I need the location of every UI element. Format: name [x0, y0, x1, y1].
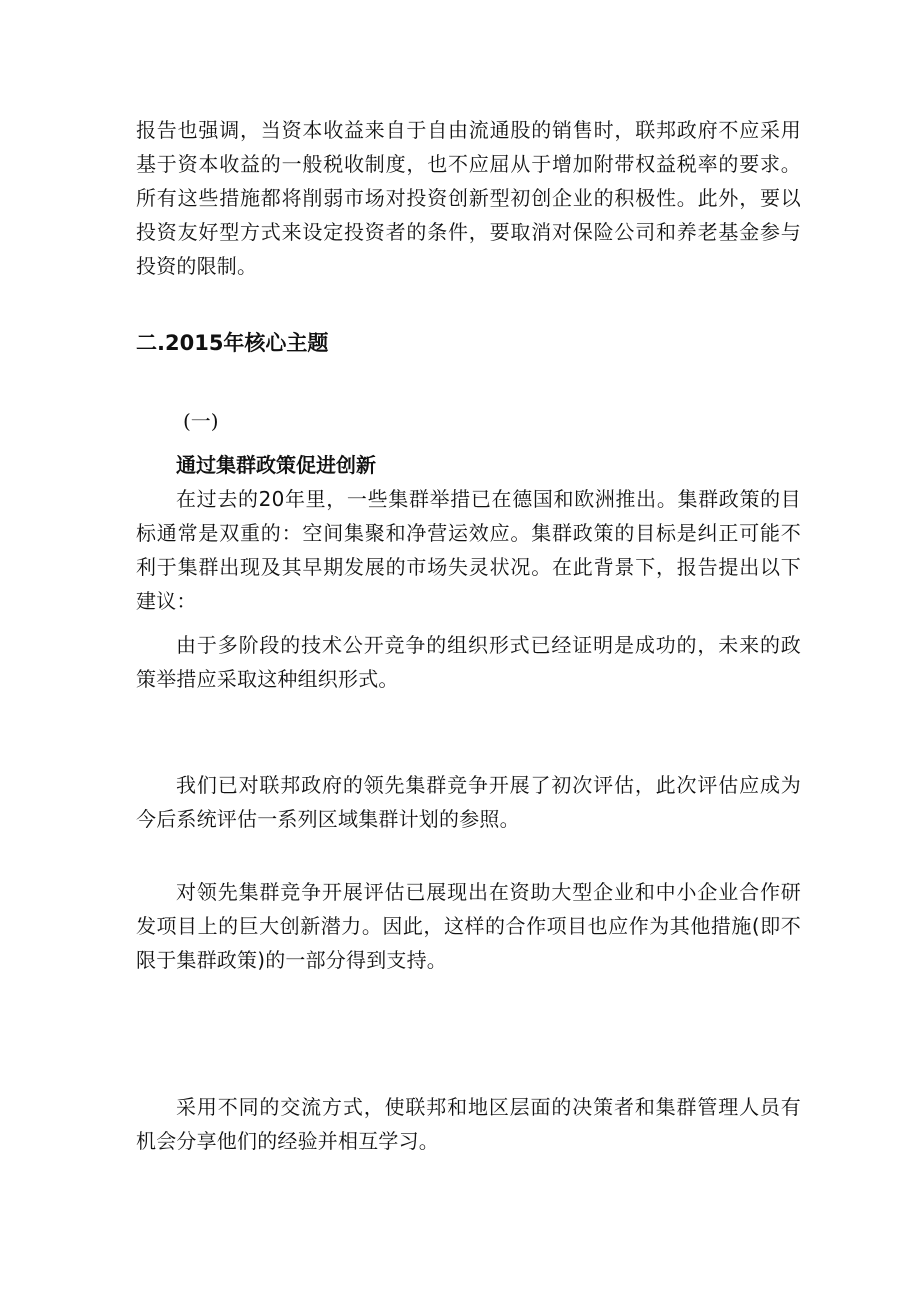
section-heading: 二.2015年核心主题	[136, 331, 329, 355]
paragraph-cluster-background: 在过去的20年里，一些集群举措已在德国和欧洲推出。集群政策的目标通常是双重的：空间集聚和净营运效应。集群政策的目标是纠正可能不利于集群出现及其早期发展的市场失灵状况。在此背景下，报告提出以下建议：	[136, 487, 801, 613]
subsection-marker: (一)	[183, 409, 219, 433]
paragraph-recommendation-4: 采用不同的交流方式，使联邦和地区层面的决策者和集群管理人员有机会分享他们的经验并相互学习。	[136, 1095, 801, 1153]
intro-paragraph: 报告也强调，当资本收益来自于自由流通股的销售时，联邦政府不应采用基于资本收益的一般税收制度，也不应屈从于增加附带权益税率的要求。所有这些措施都将削弱市场对投资创新型初创企业的积极性。此外，要以投资友好型方式来设定投资者的条件，要取消对保险公司和养老基金参与投资的限制。	[136, 118, 801, 278]
subsection-title: 通过集群政策促进创新	[176, 453, 376, 477]
paragraph-recommendation-2: 我们已对联邦政府的领先集群竞争开展了初次评估，此次评估应成为今后系统评估一系列区域集群计划的参照。	[136, 773, 801, 831]
paragraph-recommendation-1: 由于多阶段的技术公开竞争的组织形式已经证明是成功的，未来的政策举措应采取这种组织形式。	[136, 633, 801, 691]
paragraph-recommendation-3: 对领先集群竞争开展评估已展现出在资助大型企业和中小企业合作研发项目上的巨大创新潜力。因此，这样的合作项目也应作为其他措施(即不限于集群政策)的一部分得到支持。	[136, 880, 801, 972]
